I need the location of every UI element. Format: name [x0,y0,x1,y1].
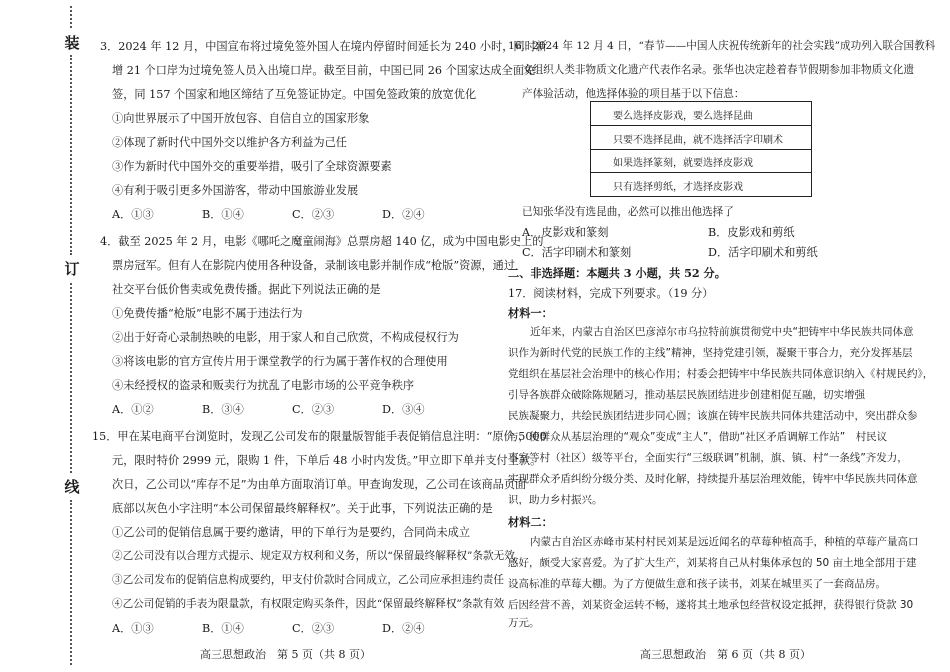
gutter-dots [70,283,74,473]
info-row: 如果选择篆刻，就要选择皮影戏 [591,149,811,173]
q3-stem-line: 3．2024 年 12 月，中国宣布将过境免签外国人在境内停留时间延长为 240 小时，同时新 [100,40,547,53]
q15-choice-3: ③乙公司发布的促销信息构成要约，甲支付价款时合同成立，乙公司应承担违约责任 [112,574,504,586]
q15-choice-4: ④乙公司促销的手表为限量款，有权限定购买条件，因此“保留最终解释权”条款有效 [112,598,505,610]
q15-stem-line: 底部以灰色小字注明“本公司保留最终解释权”。关于此事，下列说法正确的是 [112,502,493,515]
q15-stem-line: 15．甲在某电商平台浏览时，发现乙公司发布的限量版智能手表促销信息注明：“原价 5000 [92,430,547,443]
q15-choice-2: ②乙公司没有以合理方式提示、规定双方权利和义务，所以“保留最终解释权”条款无效 [112,550,515,562]
binding-gutter [0,0,86,672]
material-1-line: 识，助力乡村振兴。 [508,494,603,506]
material-2-line: 设高标准的草莓大棚。为了方便做生意和孩子读书，刘某在城里买了一套商品房。 [508,578,886,590]
info-row: 要么选择皮影戏，要么选择昆曲 [591,102,811,126]
q4-choice-3: ③将该电影的官方宣传片用于课堂教学的行为属于著作权的合理使用 [112,355,448,368]
material-1-line: 与，使群众从基层治理的“观众”变成“主人”，借助“社区矛盾调解工作站” 村民议 [508,431,888,443]
material-1-line: 引导各族群众破除陈规陋习，推动基层民族团结进步创建相促互融，切实增强 [508,389,865,401]
page-footer-right: 高三思想政治 第 6 页（共 8 页） [640,648,811,661]
option-d[interactable]: D．活字印刷术和剪纸 [708,246,818,259]
material-1-line: 民族凝聚力，共绘民族团结进步同心圆；该旗在铸牢民族共同体共建活动中，突出群众参 [508,410,918,422]
q15-choice-1: ①乙公司的促销信息属于要约邀请，甲的下单行为是要约，合同尚未成立 [112,526,471,539]
material-1-line: 近年来，内蒙古自治区巴彦淖尔市乌拉特前旗贯彻党中央“把铸牢中华民族共同体意 [530,326,914,338]
material-1-line: 党组织在基层社会治理中的核心作用；村委会把铸牢中华民族共同体意识纳入《村规民约》， [508,368,934,380]
option-a[interactable]: A．皮影戏和篆刻 [522,226,609,239]
q16-prompt: 已知张华没有选昆曲，必然可以推出他选择了 [522,206,734,218]
q4-stem-line: 4．截至 2025 年 2 月，电影《哪吒之魔童闹海》总票房超 140 亿，成为中国电影史上的 [100,235,544,248]
q4-choice-2: ②出于好奇心录制热映的电影，用于家人和自己欣赏，不构成侵权行为 [112,331,459,344]
section-heading: 二、非选择题：本题共 3 小题，共 52 分。 [508,266,726,280]
material-1-line: 识作为新时代党的民族工作的主线”精神，坚持党建引领，凝聚干事合力，充分发挥基层 [508,347,913,359]
option-b[interactable]: B．①④ [202,208,244,221]
q15-stem-line: 元，限时特价 2999 元，限购 1 件，下单后 48 小时内发货。”甲立即下单并支付全款。 [112,454,542,467]
material-2-title: 材料二： [508,515,553,529]
material-2-line: 后因经营不善，刘某资金运转不畅，遂将其土地承包经营权设定抵押，获得银行贷款 30 [508,599,914,611]
option-b[interactable]: B．①④ [202,622,244,635]
option-d[interactable]: D．③④ [382,403,425,416]
material-1-line: 实现群众矛盾纠纷分级分类、及时化解，持续提升基层治理效能，铸牢中华民族共同体意 [508,473,918,485]
option-b[interactable]: B．③④ [202,403,244,416]
material-2-line: 感好，颇受大家喜爱。为了扩大生产，刘某将自己从村集体承包的 50 亩土地全部用于建 [508,557,917,569]
q3-choice-3: ③作为新时代中国外交的重要举措，吸引了全球资源要素 [112,160,392,173]
option-c[interactable]: C．活字印刷术和篆刻 [522,246,632,259]
q16-stem-line: 文组织人类非物质文化遗产代表作名录。张华也决定趁着春节假期参加非物质文化遗 [522,64,914,76]
q16-stem-line: 产体验活动，他选择体验的项目基于以下信息： [522,88,745,100]
q3-choice-1: ①向世界展示了中国开放包容、自信自立的国家形象 [112,112,370,125]
q17-stem: 17．阅读材料，完成下列要求。（19 分） [508,287,714,300]
q3-stem-line: 增 21 个口岸为过境免签人员入出境口岸。截至目前，中国已同 26 个国家达成全面免 [112,64,536,77]
material-2-line: 万元。 [508,617,540,629]
q4-stem-line: 社交平台低价售卖或免费传播。据此下列说法正确的是 [112,283,381,296]
gutter-glyph-xian: 线 [64,478,80,496]
material-2-line: 内蒙古自治区赤峰市某村村民刘某是远近闻名的草莓种植高手，种植的草莓产量高口 [530,536,919,548]
option-b[interactable]: B．皮影戏和剪纸 [708,226,795,239]
option-c[interactable]: C．②③ [292,208,335,221]
option-d[interactable]: D．②④ [382,208,425,221]
q3-choice-2: ②体现了新时代中国外交以维护各方利益为己任 [112,136,347,149]
gutter-glyph-zhuang: 装 [64,34,80,52]
q4-stem-line: 票房冠军。但有人在影院内使用各种设备，录制该电影并制作成“枪版”资源，通过 [112,259,516,272]
gutter-dots [70,500,74,665]
option-a[interactable]: A．①② [112,403,154,416]
q3-stem-line: 签，同 157 个国家和地区缔结了互免签证协定。中国免签政策的放宽优化 [112,88,477,101]
gutter-dots [70,6,74,28]
page-footer-left: 高三思想政治 第 5 页（共 8 页） [200,648,371,661]
q15-stem-line: 次日，乙公司以“库存不足”为由单方面取消订单。甲查询发现，乙公司在该商品页面 [112,478,527,491]
info-row: 只要不选择昆曲，就不选择活字印刷术 [591,126,811,150]
gutter-glyph-ding: 订 [64,260,80,278]
gutter-dots [70,55,74,255]
q3-choice-4: ④有利于吸引更多外国游客，带动中国旅游业发展 [112,184,359,197]
q4-choice-4: ④未经授权的盗录和贩卖行为扰乱了电影市场的公平竞争秩序 [112,379,415,392]
option-a[interactable]: A．①③ [112,208,154,221]
option-c[interactable]: C．②③ [292,622,335,635]
info-box [590,101,812,197]
q4-choice-1: ①免费传播“枪版”电影不属于违法行为 [112,307,303,320]
option-d[interactable]: D．②④ [382,622,425,635]
option-a[interactable]: A．①③ [112,622,154,635]
material-1-line: 事室等村（社区）级等平台，全面实行“三级联调”机制，旗、镇、村“一条线”齐发力， [508,452,908,464]
info-row: 只有选择剪纸，才选择皮影戏 [613,181,743,193]
material-1-title: 材料一： [508,306,553,320]
option-c[interactable]: C．②③ [292,403,335,416]
q16-stem-line: 16．2024 年 12 月 4 日，“春节——中国人庆祝传统新年的社会实践”成功列入联合国教科 [508,40,936,52]
